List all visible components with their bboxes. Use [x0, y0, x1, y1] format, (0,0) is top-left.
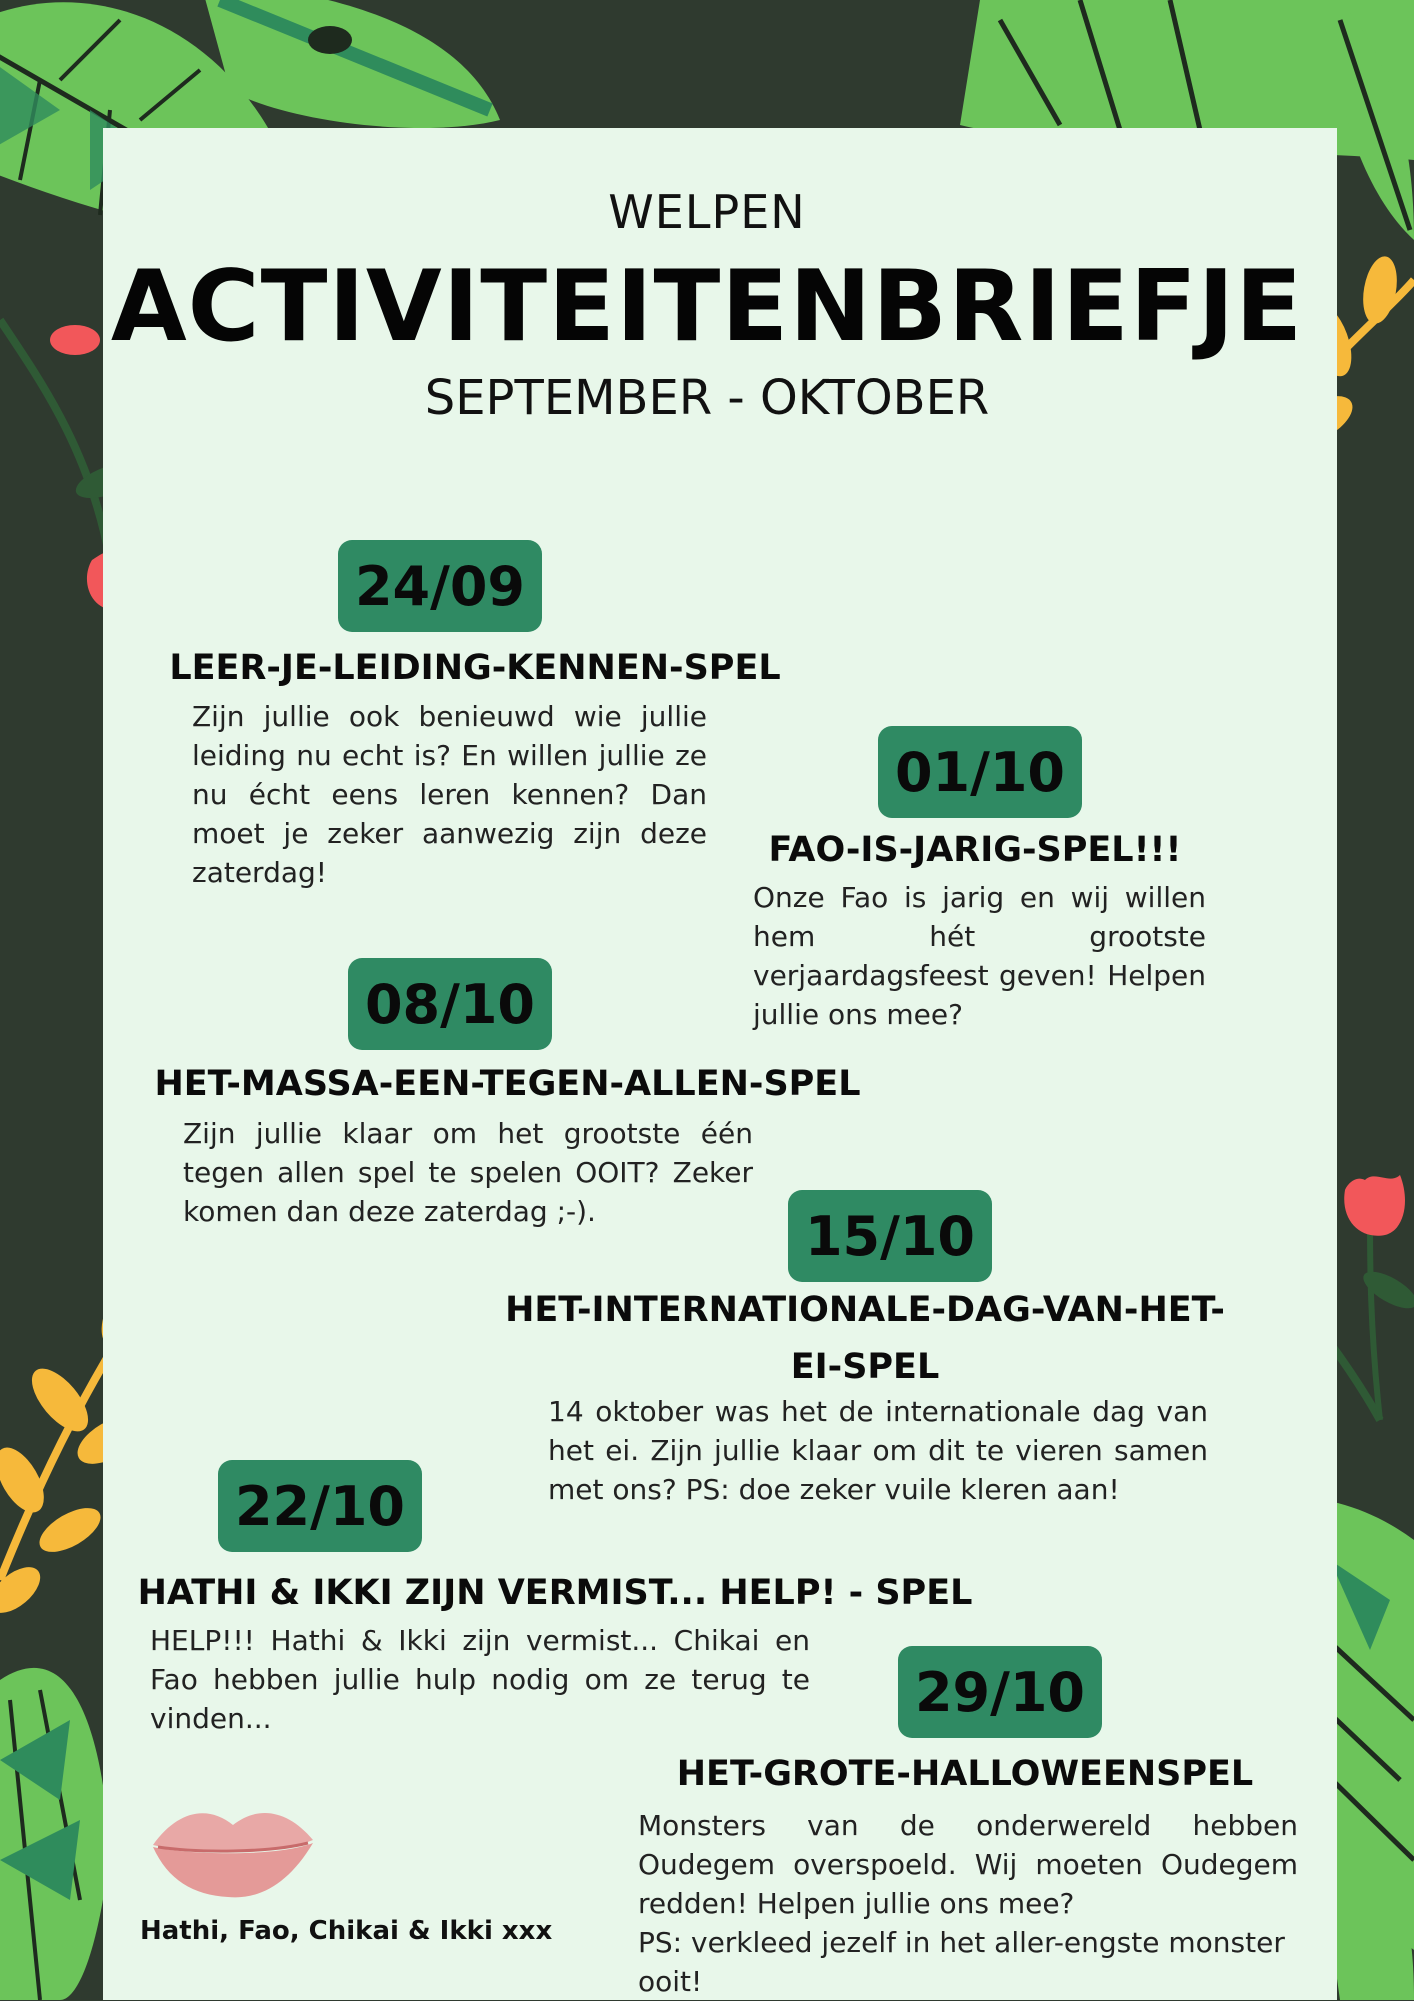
activity-description: Zijn jullie klaar om het grootste één tegen allen spel te spelen OOIT? Zeker komen dan deze zaterdag ;-). — [183, 1117, 753, 1228]
activity-title: HATHI & IKKI ZIJN VERMIST... HELP! - SPEL — [137, 1573, 973, 1613]
activity-description: Onze Fao is jarig en wij willen hem hét grootste verjaardagsfeest geven! Helpen jullie ons mee? — [753, 881, 1206, 1031]
date-badge: 08/10 — [348, 958, 552, 1050]
date-badge: 22/10 — [218, 1460, 422, 1552]
signature: Hathi, Fao, Chikai & Ikki xxx — [140, 1916, 553, 1946]
activity-title: FAO-IS-JARIG-SPEL!!! — [768, 830, 1182, 870]
activity-title: HET-MASSA-EEN-TEGEN-ALLEN-SPEL — [154, 1064, 861, 1104]
page-kicker: WELPEN — [608, 185, 806, 239]
activity-description: Zijn jullie ook benieuwd wie jullie leiding nu echt is? En willen jullie ze nu écht eens leren kennen? Dan moet je zeker aanwezig zijn deze zaterdag! — [192, 700, 707, 889]
date-badge: 29/10 — [898, 1646, 1102, 1738]
activity-title: HET-INTERNATIONALE-DAG-VAN-HET-EI-SPEL — [505, 1290, 1225, 1387]
activity-description-text: Monsters van de onderwereld hebben Oudegem overspoeld. Wij moeten Oudegem redden! Helpen jullie ons mee? — [638, 1809, 1298, 1920]
lips-kiss-icon — [148, 1795, 318, 1905]
date-badge: 15/10 — [788, 1190, 992, 1282]
activity-description: 14 oktober was het de internationale dag van het ei. Zijn jullie klaar om dit te vieren samen met ons? PS: doe zeker vuile kleren aan! — [548, 1395, 1208, 1506]
page-title: ACTIVITEITENBRIEFJE — [110, 250, 1304, 364]
activity-description: HELP!!! Hathi & Ikki zijn vermist... Chikai en Fao hebben jullie hulp nodig om ze terug te vinden... — [150, 1624, 810, 1735]
date-badge: 24/09 — [338, 540, 542, 632]
activity-title: LEER-JE-LEIDING-KENNEN-SPEL — [169, 648, 781, 688]
activity-description — [638, 1806, 1298, 2001]
date-badge: 01/10 — [878, 726, 1082, 818]
monstera-leaf-icon — [0, 1668, 110, 2000]
page-period: SEPTEMBER - OKTOBER — [424, 370, 990, 426]
activity-title: HET-GROTE-HALLOWEENSPEL — [676, 1754, 1254, 1794]
activity-ps: PS: verkleed jezelf in het aller-engste monster ooit! — [638, 1926, 1285, 1998]
